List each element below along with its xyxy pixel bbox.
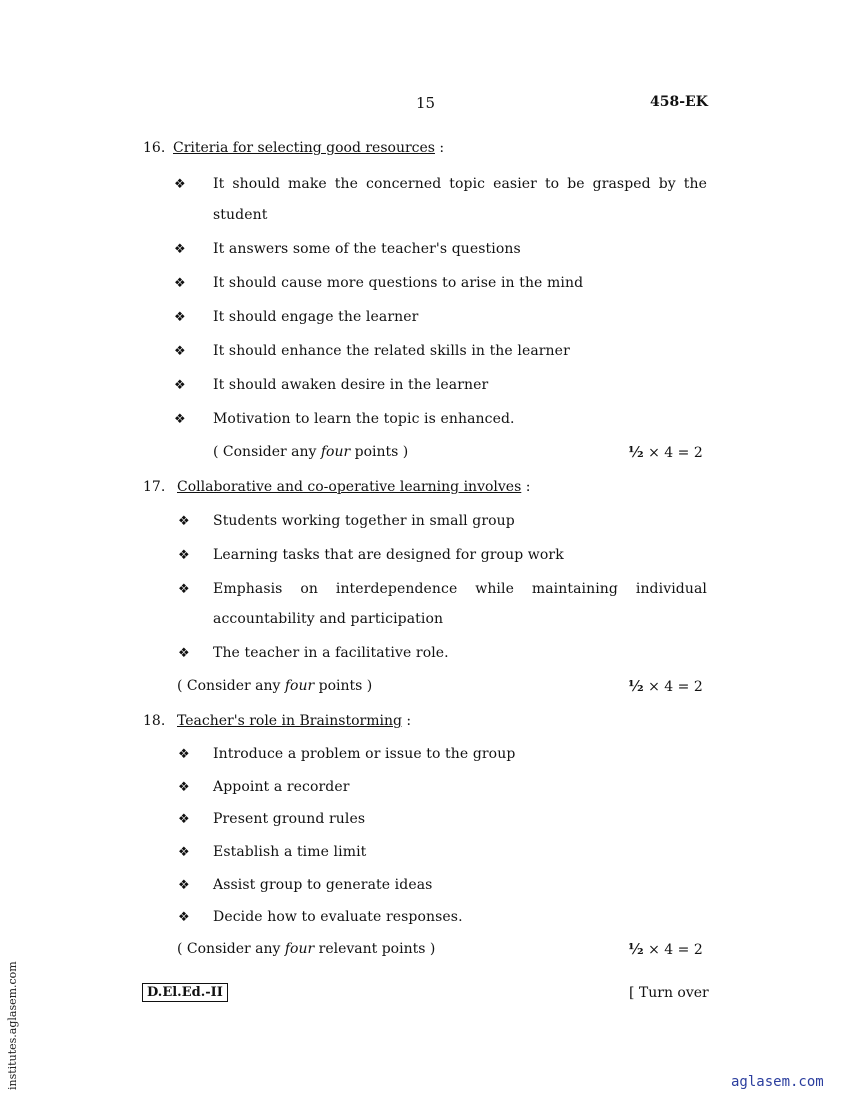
q16-item-6: It should awaken desire in the learner: [213, 377, 489, 393]
q18-item-3: Present ground rules: [213, 811, 366, 827]
q18-note-em: four: [284, 941, 315, 957]
question-16-title-text: Criteria for selecting good resources: [173, 140, 435, 156]
q16-item-5: It should enhance the related skills in the learner: [213, 343, 570, 359]
bullet-icon: ❖: [178, 812, 190, 827]
bullet-icon: ❖: [174, 310, 186, 325]
question-18-colon: :: [401, 713, 412, 729]
q17-note-pre: ( Consider any: [177, 678, 285, 694]
q16-item-4: It should engage the learner: [213, 309, 419, 325]
q16-consider-note: [213, 444, 408, 460]
q18-marks: [628, 940, 703, 958]
brand-watermark: aglasem.com: [731, 1074, 824, 1090]
q17-item-3: Emphasis on interdependence while maintaining individual: [213, 581, 707, 597]
q16-note-pre: ( Consider any: [213, 444, 321, 460]
q17-item-2: Learning tasks that are designed for group work: [213, 547, 564, 563]
q18-marks-rest: × 4 = 2: [643, 942, 703, 958]
q16-note-em: four: [320, 444, 351, 460]
q18-item-4: Establish a time limit: [213, 844, 367, 860]
q16-marks-half: ½: [628, 443, 644, 461]
bullet-icon: ❖: [174, 378, 186, 393]
q18-item-5: Assist group to generate ideas: [213, 877, 433, 893]
q17-item-4: The teacher in a facilitative role.: [213, 645, 449, 661]
bullet-icon: ❖: [174, 344, 186, 359]
bullet-icon: ❖: [178, 878, 190, 893]
q17-item-1: Students working together in small group: [213, 513, 515, 529]
question-17-title-text: Collaborative and co-operative learning involves: [177, 479, 522, 495]
q16-marks-rest: × 4 = 2: [643, 445, 703, 461]
bullet-icon: ❖: [174, 412, 186, 427]
question-18-title-text: Teacher's role in Brainstorming: [177, 713, 402, 729]
q17-item-3-cont: accountability and participation: [213, 611, 444, 627]
bullet-icon: ❖: [178, 747, 190, 762]
question-16-colon: :: [434, 140, 445, 156]
q16-note-post: points ): [350, 444, 409, 460]
bullet-icon: ❖: [178, 514, 190, 529]
bullet-icon: ❖: [178, 548, 190, 563]
q16-item-7: Motivation to learn the topic is enhanced.: [213, 411, 515, 427]
q16-item-2: It answers some of the teacher's questions: [213, 241, 521, 257]
question-17-colon: :: [521, 479, 531, 495]
page-number: 15: [416, 94, 436, 112]
paper-code: 458-EK: [650, 94, 708, 110]
q18-note-post: relevant points ): [314, 941, 436, 957]
q18-consider-note: [177, 941, 435, 957]
q17-note-em: four: [284, 678, 315, 694]
question-16-number: 16.: [143, 140, 166, 156]
q16-item-3: It should cause more questions to arise in the mind: [213, 275, 584, 291]
q18-note-pre: ( Consider any: [177, 941, 285, 957]
q18-item-1: Introduce a problem or issue to the group: [213, 746, 516, 762]
question-16-title: [173, 140, 444, 156]
turn-over-label: [ Turn over: [629, 985, 709, 1001]
course-code-box: D.El.Ed.-II: [142, 983, 228, 1002]
bullet-icon: ❖: [178, 910, 190, 925]
question-17-title: [177, 479, 530, 495]
bullet-icon: ❖: [178, 582, 190, 597]
q17-consider-note: [177, 678, 372, 694]
bullet-icon: ❖: [174, 276, 186, 291]
q18-item-6: Decide how to evaluate responses.: [213, 909, 463, 925]
bullet-icon: ❖: [174, 242, 186, 257]
question-18-title: [177, 713, 411, 729]
bullet-icon: ❖: [178, 845, 190, 860]
q16-marks: [628, 443, 703, 461]
question-18-number: 18.: [143, 713, 166, 729]
bullet-icon: ❖: [178, 646, 190, 661]
question-17-number: 17.: [143, 479, 166, 495]
q17-note-post: points ): [314, 678, 373, 694]
q17-marks-half: ½: [628, 677, 644, 695]
q18-marks-half: ½: [628, 940, 644, 958]
q16-item-1-cont: student: [213, 207, 268, 223]
side-watermark: institutes.aglasem.com: [6, 961, 19, 1090]
bullet-icon: ❖: [178, 780, 190, 795]
q17-marks: [628, 677, 703, 695]
bullet-icon: ❖: [174, 177, 186, 192]
q16-item-1: It should make the concerned topic easier to be grasped by the: [213, 176, 707, 192]
q18-item-2: Appoint a recorder: [213, 779, 350, 795]
q17-marks-rest: × 4 = 2: [643, 679, 703, 695]
